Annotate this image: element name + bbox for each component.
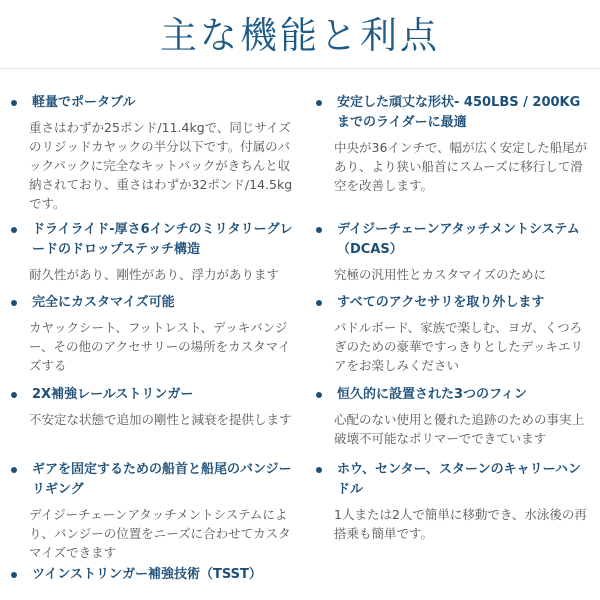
feature-item	[316, 93, 592, 195]
feature-description: 耐久性があり、剛性があり、浮力があります	[29, 267, 280, 282]
feature-title: すべてのアクセサリを取り外します	[337, 295, 545, 310]
feature-description: 不安定な状態で追加の剛性と減衰を提供します	[29, 412, 292, 427]
feature-item	[11, 93, 299, 213]
feature-item	[11, 293, 299, 375]
bullet-icon	[316, 467, 322, 473]
bullet-icon	[316, 227, 322, 233]
feature-title: 完全にカスタマイズ可能	[32, 295, 175, 310]
bullet-icon	[11, 392, 17, 398]
feature-description: 心配のない使用と優れた追跡のための事実上破壊不可能なポリマーでできています	[334, 412, 585, 446]
feature-item	[11, 460, 299, 562]
feature-item	[11, 220, 299, 284]
feature-title: デイジーチェーンアタッチメントシステム（DCAS）	[337, 222, 580, 257]
feature-item	[316, 293, 592, 375]
feature-item	[11, 385, 299, 429]
feature-item	[316, 220, 592, 284]
feature-title: 2X補強レールストリンガー	[32, 387, 194, 402]
feature-description: 1人または2人で簡単に移動でき、水泳後の再搭乗も簡単です。	[334, 507, 587, 541]
feature-title: ツインストリンガー補強技術（TSST）	[32, 567, 262, 582]
bullet-icon	[11, 572, 17, 578]
bullet-icon	[11, 467, 17, 473]
feature-title: ギアを固定するための船首と船尾のバンジーリギング	[32, 462, 292, 497]
bullet-icon	[11, 227, 17, 233]
feature-item	[316, 385, 592, 448]
feature-title: ホウ、センター、スターンのキャリーハンドル	[337, 462, 582, 497]
feature-title: ドライライド-厚さ6インチのミリタリーグレードのドロップステッチ構造	[32, 222, 293, 257]
bullet-icon	[316, 300, 322, 306]
bullet-icon	[316, 100, 322, 106]
page-title: 主な機能と利点	[160, 14, 440, 57]
feature-title: 軽量でポータブル	[32, 95, 136, 110]
title-divider	[0, 68, 600, 69]
feature-description: 中央が36インチで、幅が広く安定した船尾があり、より狭い船首にスムーズに移行して滑空を改善します。	[334, 140, 588, 193]
feature-item	[316, 460, 592, 543]
feature-description: デイジーチェーンアタッチメントシステムにより、バンジーの位置をニーズに合わせてカスタマイズできます	[29, 507, 291, 560]
bullet-icon	[11, 100, 17, 106]
feature-title: 安定した頑丈な形状- 450LBS / 200KGまでのライダーに最適	[337, 95, 581, 130]
feature-title: 恒久的に設置された3つのフィン	[337, 387, 528, 402]
feature-description: 究極の汎用性とカスタマイズのために	[334, 267, 547, 282]
bullet-icon	[316, 392, 322, 398]
feature-description: 重さはわずか25ポンド/11.4kgで、同じサイズのリジッドカヤックの半分以下です。付属のバックパックに完全なキットパックがきちんと収納されており、重さはわずか32ポンド/14.5kgです。	[29, 120, 293, 211]
feature-description: パドルボード、家族で楽しむ、ヨガ、くつろぎのための豪華ですっきりとしたデッキエリアをお楽しみください	[334, 320, 584, 373]
bullet-icon	[11, 300, 17, 306]
feature-description: カヤックシート、フットレスト、デッキバンジー、その他のアクセサリーの場所をカスタマイズする	[29, 320, 291, 373]
feature-item	[11, 565, 299, 585]
